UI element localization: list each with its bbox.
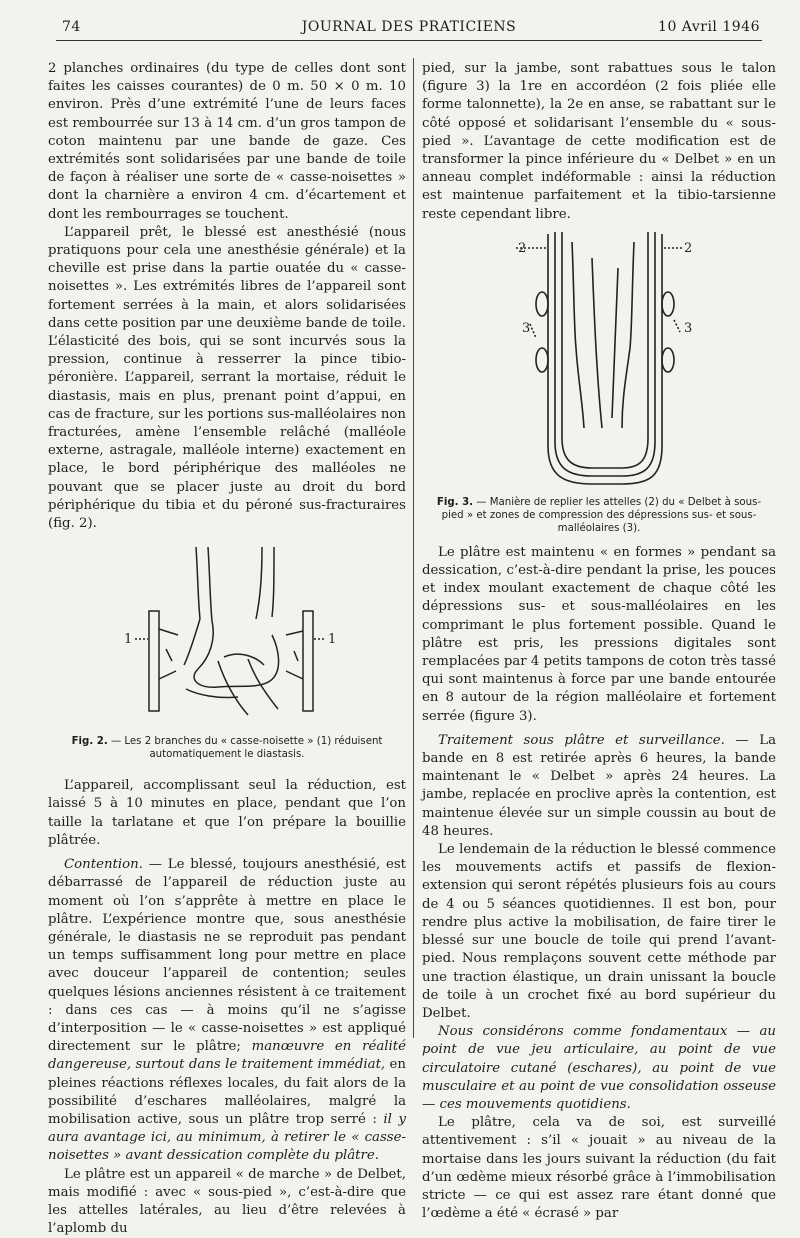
fig3-label-3-left: 3: [522, 320, 531, 336]
fig3-label-3-right: 3: [684, 320, 693, 336]
column-divider: [413, 58, 414, 1038]
fig2-caption-number: Fig. 2.: [71, 736, 108, 748]
section-title: Contention.: [64, 857, 143, 873]
paragraph: Le plâtre, cela va de soi, est surveillé attentivement : s’il « jouait » au niveau de la mortaise dans les jours suivant la réduction (du fait d’un œdème mieux résorbé grâce à l’immobilisation stricte — ce qui est assez rare étant donné que l’œdème a été « écrasé » par: [422, 1115, 776, 1222]
paragraph: Traitement sous plâtre et surveillance. — La bande en 8 est retirée après 6 heures, la bande maintenant le « Delbet » après 24 heures. La jambe, replacée en proclive après la contention, est maintenue élevée sur un simple coussin au bout de 48 heures.: [422, 732, 776, 839]
paragraph: Contention. — Le blessé, toujours anesthésié, est débarrassé de l’appareil de réduction juste au moment où l’on s’apprête à mettre en place le plâtre. L’expérience montre que, sous anesthésie générale, le diastasis ne se reproduit pas pendant un temps suffisamment long pour mettre en place avec douceur l’appareil de contention; seules quelques lésions anciennes résistent à ce traitement : dans ces cas — à moins qu’il ne s’agisse d’interposition — le « casse-noisettes » est appliqué directement sur le plâtre; manœuvre en réalité dangereuse, surtout dans le traitement immédiat, en pleines réactions réflexes locales, du fait alors de la possibilité d’eschares malléolaires, malgré la mobilisation active, sous un plâtre trop serré : il y aura avantage ici, au minimum, à retirer le « casse-noisettes » avant dessication complète du plâtre.: [48, 857, 406, 1164]
paragraph: pied, sur la jambe, sont rabattues sous le talon (figure 3) la 1re en accordéon (2 fois pliée elle forme talonnette), la 2e en anse, se rabattant sur le côté opposé et solidarisant l’ensemble du « sous-pied ». L’avantage de cette modification est de transformer la pince inférieure du « Delbet » en un anneau complet indéformable : ainsi la réduction est maintenue parfaitement et la tibio-tarsienne reste cependant libre.: [422, 61, 776, 222]
journal-title: JOURNAL DES PRATICIENS: [301, 19, 517, 35]
issue-date: 10 Avril 1946: [658, 19, 760, 35]
paragraph: 2 planches ordinaires (du type de celles dont sont faites les caisses courantes) de 0 m. 50 × 0 m. 10 environ. Près d’une extrémité l’une de leurs faces est rembourrée sur 13 à 14 cm. d’un gros tampon de coton maintenu par une bande de gaze. Ces extrémités sont solidarisées par une bande de toile de façon à réaliser une sorte de « casse-noisettes » dont la charnière a environ 4 cm. d’écartement et dont les rembourrages se touchent.: [48, 61, 406, 222]
fig2-label-right: 1: [328, 632, 337, 648]
fig3-caption-text: — Manière de replier les attelles (2) du « Delbet à sous-pied » et zones de compression des dépressions sus- et sous-malléolaires (3).: [441, 496, 762, 534]
left-column: [48, 60, 406, 1238]
right-column: [422, 60, 776, 1223]
fig2-label-left: 1: [124, 632, 133, 648]
fig3-caption: [432, 496, 766, 535]
figure-2: [48, 539, 406, 771]
running-header: [56, 14, 762, 41]
paragraph: Le plâtre est un appareil « de marche » de Delbet, mais modifié : avec « sous-pied », c’est-à-dire que les attelles latérales, au lieu d’être relevées à l’aplomb du: [48, 1166, 406, 1237]
page-number: 74: [62, 19, 81, 35]
fig3-drawing: [422, 228, 776, 496]
paragraph: L’appareil, accomplissant seul la réduction, est laissé 5 à 10 minutes en place, pendant que l’on taille la tarlatane et que l’on prépare la bouillie plâtrée.: [48, 778, 406, 848]
fig3-caption-number: Fig. 3.: [436, 496, 474, 508]
fig3-label-2-right: 2: [684, 240, 693, 256]
fig3-label-2-left: 2: [518, 240, 527, 256]
fig2-caption-text: — Les 2 branches du « casse-noisette » (1) réduisent automatiquement le diastasis.: [110, 736, 383, 761]
figure-3: [422, 228, 776, 544]
fig2-drawing: [48, 539, 406, 729]
paragraph: Le lendemain de la réduction le blessé commence les mouvements actifs et passifs de flexion-extension qui seront répétés plusieurs fois au cours de 4 ou 5 séances quotidiennes. Il est bon, pour rendre plus active la mobilisation, de faire tirer le blessé sur une boucle de toile qui prend l’avant-pied. Nous remplaçons souvent cette méthode par une traction élastique, un drain unissant la boucle de toile à un crochet fixé au bord supérieur du Delbet.: [422, 842, 776, 1021]
fig2-caption: [58, 735, 396, 761]
section-title: Traitement sous plâtre et surveillance.: [438, 732, 725, 748]
paragraph: Le plâtre est maintenu « en formes » pendant sa dessication, c’est-à-dire pendant la prise, les pouces et index moulant exactement de chaque côté les dépressions sus- et sous-malléolaires en les comprimant le plus fortement possible. Quand le plâtre est pris, les pressions digitales sont remplacées par 4 petits tampons de coton très tassé qui sont maintenus à force par une bande entourée en 8 autour de la région malléolaire et fortement serrée (figure 3).: [422, 544, 776, 724]
paragraph: Nous considérons comme fondamentaux — au point de vue jeu articulaire, au point de vue circulatoire cutané (eschares), au point de vue musculaire et au point de vue consolidation osseuse — ces mouvements quotidiens.: [422, 1024, 776, 1112]
paragraph: L’appareil prêt, le blessé est anesthésié (nous pratiquons pour cela une anesthésie générale) et la cheville est prise dans la partie ouatée du « casse-noisettes ». Les extrémités libres de l’appareil sont fortement serrées à la main, et alors solidarisées dans cette position par une deuxième bande de toile. L’élasticité des bois, qui se sont incurvés sous la pression, continue à resserrer la pince tibio-péronière. L’appareil, serrant la mortaise, réduit le diastasis, mais en plus, prenant point d’appui, en cas de fracture, sur les portions sus-malléolaires non fracturées, amène l’ensemble relâché (malléole externe, astragale, malléole interne) exactement en place, le bord périphérique des malléoles ne pouvant que se placer juste au droit du bord périphérique du tibia et du péroné sus-fracturaires (fig. 2).: [48, 224, 406, 532]
